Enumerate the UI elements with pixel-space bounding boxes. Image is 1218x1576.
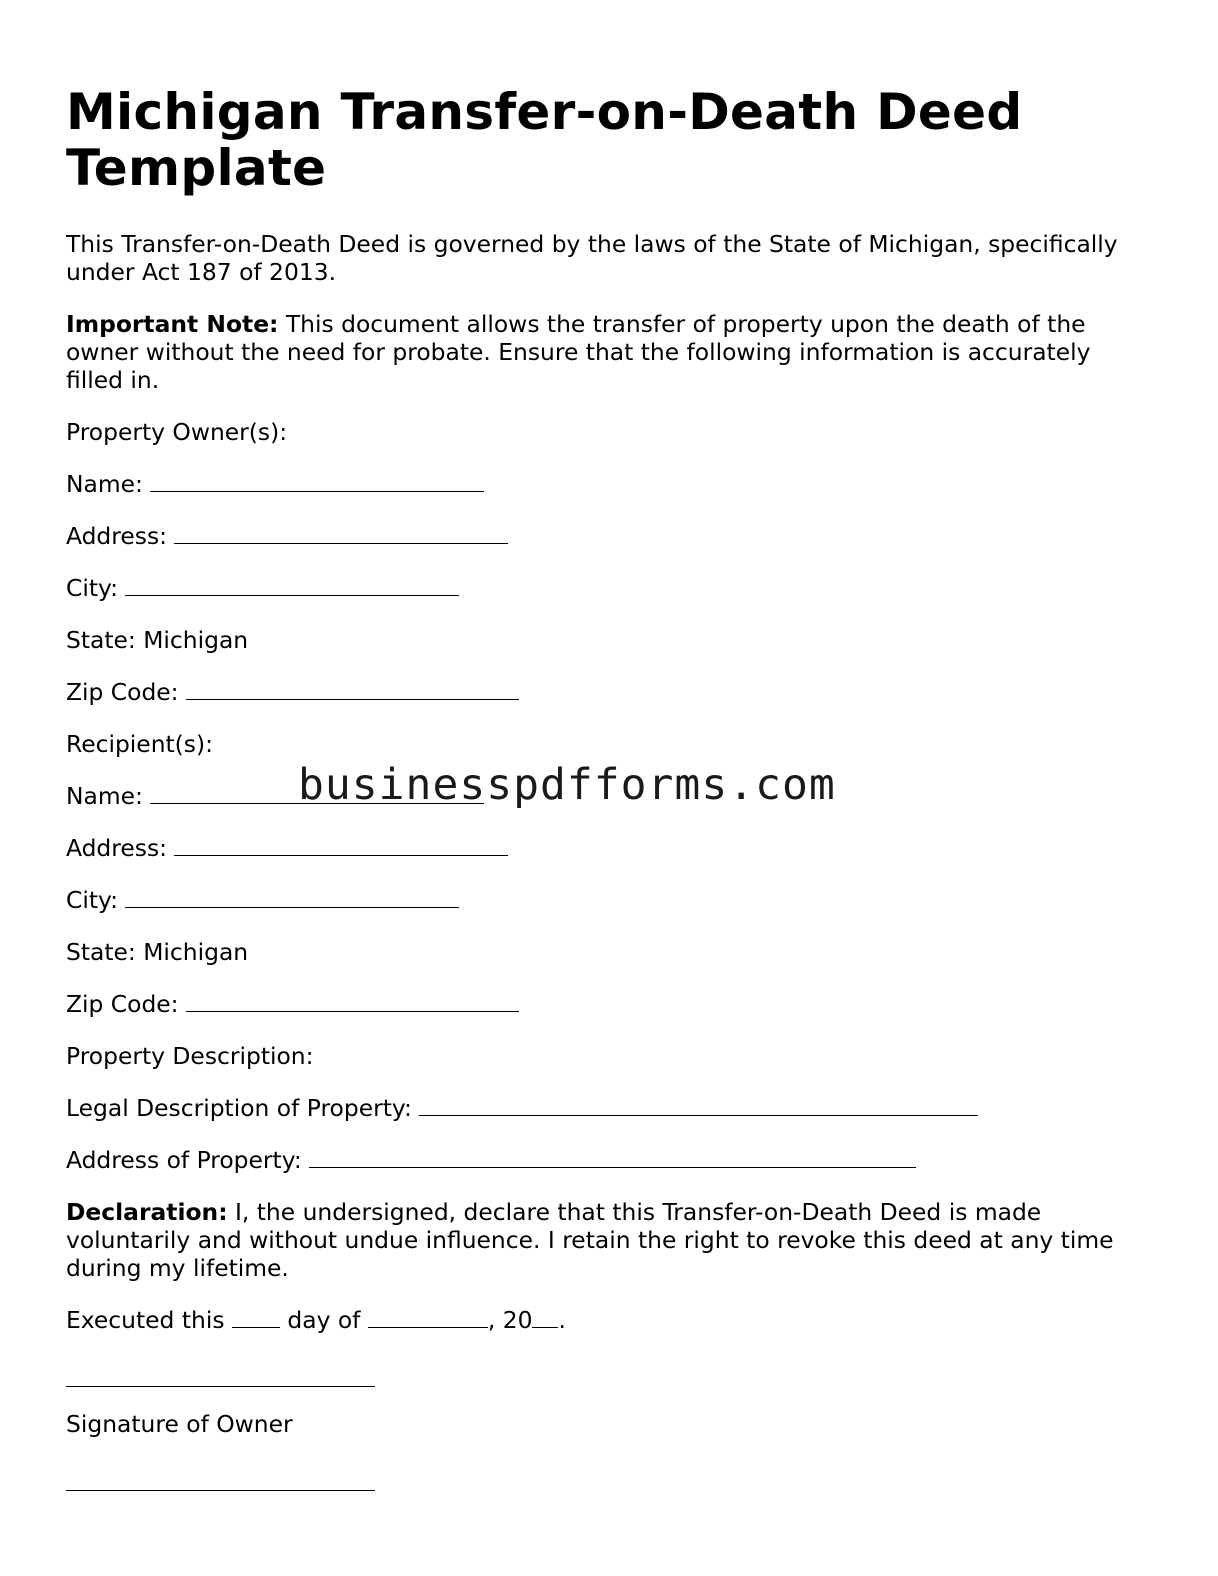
property-address-label: Address of Property: [66,1146,302,1174]
recipient-name-label: Name: [66,782,143,810]
declaration-label: Declaration: [66,1198,228,1226]
owner-address-field[interactable] [174,524,508,544]
recipient-section-heading: Recipient(s): [66,730,214,758]
legal-description-field[interactable] [419,1096,978,1116]
legal-description-label: Legal Description of Property: [66,1094,412,1122]
owner-name-row [66,470,484,498]
executed-this-text: Executed this [66,1306,225,1334]
recipient-address-field[interactable] [174,836,508,856]
execution-month-field[interactable] [368,1308,488,1328]
recipient-address-row [66,834,508,862]
year-suffix-text: . [558,1306,566,1334]
owner-city-field[interactable] [125,576,459,596]
recipient-city-label: City: [66,886,119,914]
property-section-heading: Property Description: [66,1042,314,1070]
recipient-state-row: State: Michigan [66,938,249,966]
property-address-row [66,1146,916,1174]
important-note-paragraph [66,310,1146,394]
property-address-field[interactable] [309,1148,916,1168]
owner-zip-label: Zip Code: [66,678,179,706]
owner-city-label: City: [66,574,119,602]
watermark-text: businesspdfforms.com [298,760,836,810]
owner-name-field[interactable] [150,472,484,492]
owner-state-row: State: Michigan [66,626,249,654]
page-title: Michigan Transfer-on-Death Deed Template [66,83,1023,197]
year-prefix-text: , 20 [487,1306,533,1334]
owner-name-label: Name: [66,470,143,498]
legal-description-row [66,1094,978,1122]
declaration-paragraph [66,1198,1146,1282]
recipient-address-label: Address: [66,834,168,862]
recipient-zip-field[interactable] [186,992,519,1012]
intro-paragraph [66,230,1146,286]
recipient-zip-row [66,990,519,1018]
execution-year-field[interactable] [532,1308,558,1328]
owner-city-row [66,574,459,602]
second-signature-line[interactable] [66,1490,375,1491]
day-of-text: day of [287,1306,361,1334]
recipient-city-row [66,886,459,914]
execution-day-field[interactable] [232,1308,280,1328]
owner-address-label: Address: [66,522,168,550]
important-note-text: This document allows the transfer of property upon the death of the owner without the need for probate. Ensure that the following information is accurately filled in. [66,310,1091,394]
execution-row [66,1306,566,1334]
owner-signature-line[interactable] [66,1386,375,1387]
recipient-zip-label: Zip Code: [66,990,179,1018]
owner-signature-label: Signature of Owner [66,1410,293,1438]
declaration-text: I, the undersigned, declare that this Transfer-on-Death Deed is made voluntarily and without undue influence. I retain the right to revoke this deed at any time during my lifetime. [66,1198,1114,1282]
owner-address-row [66,522,508,550]
intro-text: This Transfer-on-Death Deed is governed by the laws of the State of Michigan, specifically under Act 187 of 2013. [66,230,1118,286]
owner-zip-row [66,678,519,706]
owner-section-heading: Property Owner(s): [66,418,288,446]
owner-zip-field[interactable] [186,680,519,700]
recipient-city-field[interactable] [125,888,459,908]
important-note-label: Important Note: [66,310,279,338]
